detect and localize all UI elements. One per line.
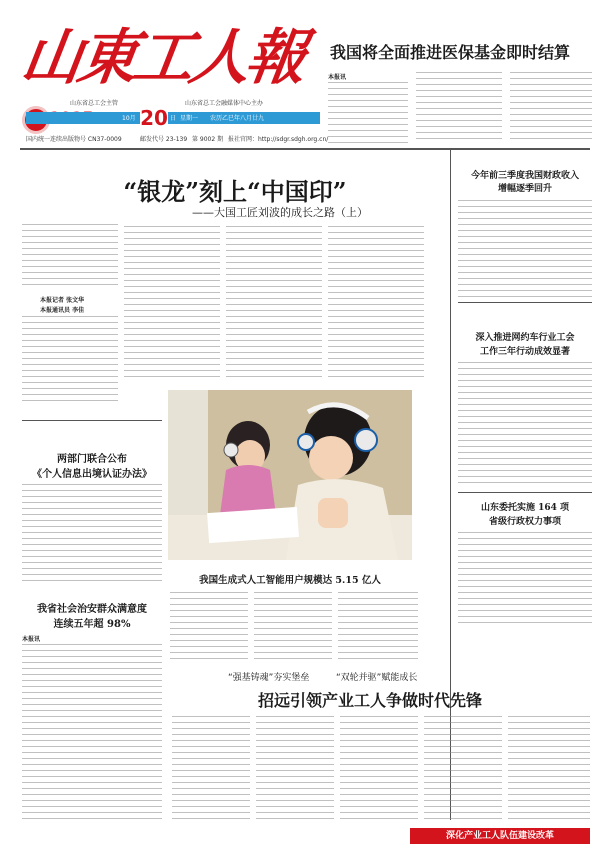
photo-story-text-2 <box>254 592 332 664</box>
month-label: 10月 <box>122 115 136 122</box>
feature-headline: “银龙”刻上“中国印” <box>123 177 347 206</box>
bottom-kicker-1: “强基铸魂”夯实堡垒 <box>228 673 310 683</box>
right-story1-headline-1: 今年前三季度我国财政收入 <box>470 171 579 181</box>
right-story2-headline-1: 深入推进网约车行业工会 <box>475 333 575 343</box>
right-story2-headline-2: 工作三年行动成效显著 <box>479 347 570 357</box>
cn-number: 国内统一连续出版物号 CN37-0009 <box>26 136 122 143</box>
bottom-text-col-2 <box>256 716 334 824</box>
children-headphones-illustration <box>168 390 412 560</box>
bottom-text-col-1 <box>172 716 250 824</box>
weekday: 星期一 <box>180 115 199 122</box>
photo-story-text-1 <box>170 592 248 664</box>
right-story3-headline-2: 省级行政权力事项 <box>488 517 561 527</box>
feature-text-col-1 <box>22 316 118 404</box>
postal-code: 邮发代号 23-139 <box>140 136 188 143</box>
right-story1-headline-2: 增幅逐季回升 <box>497 184 552 194</box>
masthead-divider <box>20 148 590 150</box>
lead-headline: 我国将全面推进医保基金即时结算 <box>330 43 571 62</box>
right-divider-1 <box>458 302 592 303</box>
lunar-date: 农历乙巳年八月廿九 <box>210 115 265 122</box>
feature-subhead: ——大国工匠刘波的成长之路（上） <box>192 206 368 219</box>
photo-caption: 我国生成式人工智能用户规模达 5.15 亿人 <box>199 575 381 586</box>
left-story1-headline-2: 《个人信息出境认证办法》 <box>32 469 152 480</box>
bottom-headline: 招远引领产业工人争做时代先锋 <box>257 691 482 710</box>
right-story3-headline-1: 山东委托实施 164 项 <box>480 503 570 513</box>
section-banner: 深化产业工人队伍建设改革 <box>410 828 590 844</box>
lead-byline: 本报讯 <box>328 74 347 81</box>
left-story2-text <box>22 644 162 824</box>
day-suffix: 日 <box>170 115 177 122</box>
feature-text-col-2 <box>124 226 220 378</box>
right-story1-text <box>458 200 592 298</box>
bottom-text-col-5 <box>508 716 590 824</box>
right-story2-text <box>458 362 592 488</box>
issue-number: 第 9002 期 <box>192 136 224 143</box>
lead-text-col-3 <box>510 72 592 144</box>
publisher-right: 山东省总工会融媒体中心主办 <box>185 100 264 107</box>
left-story1-headline-1: 两部门联合公布 <box>57 454 127 465</box>
bottom-text-col-3 <box>340 716 418 824</box>
right-divider-2 <box>458 492 592 493</box>
left-story2-headline-2: 连续五年超 98% <box>53 619 131 630</box>
photo-story-text-3 <box>338 592 418 664</box>
bottom-text-col-4 <box>424 716 502 824</box>
website: 报社官网：http://sdgr.sdgh.org.cn/ <box>228 136 329 143</box>
left-story2-byline: 本报讯 <box>22 636 41 643</box>
day-number: 20 <box>140 106 168 130</box>
publisher-left: 山东省总工会主管 <box>70 100 119 107</box>
feature-byline-2: 本报通讯员 李佳 <box>40 307 85 314</box>
right-story3-text <box>458 532 592 628</box>
news-photo <box>168 390 412 560</box>
lead-text-col-1 <box>328 82 408 144</box>
masthead-logo: 山東工人報 <box>17 23 307 93</box>
left-story1-text <box>22 484 162 586</box>
left-divider-1 <box>22 420 162 421</box>
left-story2-headline-1: 我省社会治安群众满意度 <box>37 604 147 615</box>
feature-intro-text <box>22 224 118 286</box>
feature-byline-1: 本报记者 张文华 <box>40 297 85 304</box>
feature-text-col-3 <box>226 226 322 378</box>
feature-text-col-4 <box>328 226 424 378</box>
lead-text-col-2 <box>416 72 502 144</box>
bottom-kicker-2: “双轮并驱”赋能成长 <box>336 673 418 683</box>
